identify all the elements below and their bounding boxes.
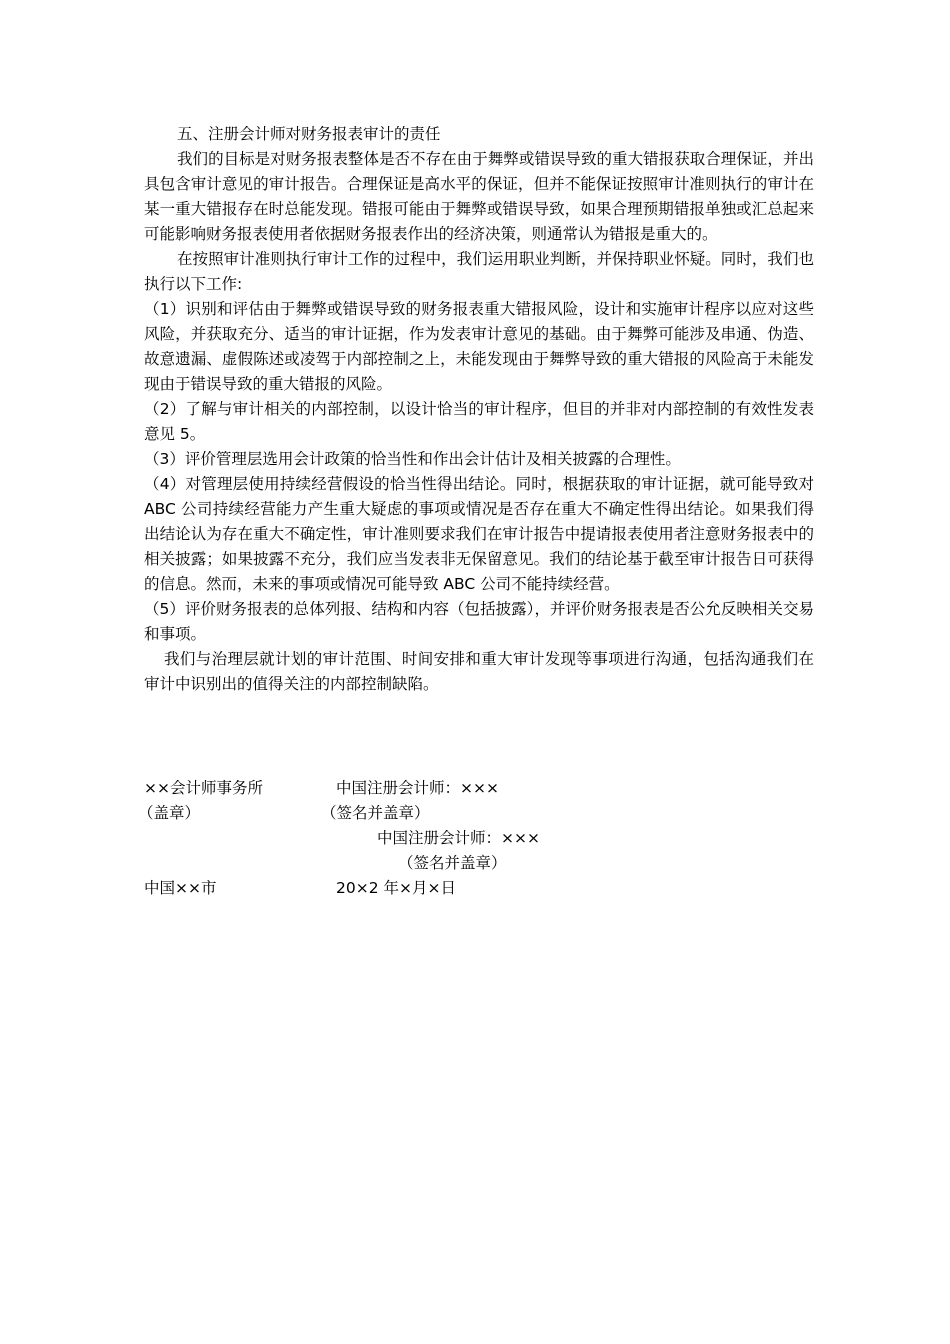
signature-row-3 [144, 826, 744, 851]
cpa-1-sign-note: （签名并盖章） [321, 804, 430, 822]
report-date: 20×2 年×月×日 [336, 879, 456, 897]
firm-name: ××会计师事务所 [144, 779, 263, 797]
signature-row-1 [144, 776, 744, 801]
work-item-5: （5）评价财务报表的总体列报、结构和内容（包括披露），并评价财务报表是否公允反映相关交易和事项。 [144, 600, 814, 643]
cpa-2-sign-note: （签名并盖章） [398, 854, 507, 872]
judgment-paragraph: 在按照审计准则执行审计工作的过程中，我们运用职业判断，并保持职业怀疑。同时，我们也执行以下工作: [144, 250, 814, 293]
cpa-1-title: 中国注册会计师：××× [336, 779, 499, 797]
signature-row-2 [138, 801, 744, 826]
signature-row-5 [144, 876, 744, 901]
objective-paragraph: 我们的目标是对财务报表整体是否不存在由于舞弊或错误导致的重大错报获取合理保证，并出具包含审计意见的审计报告。合理保证是高水平的保证，但并不能保证按照审计准则执行的审计在某一重大错报存在时总能发现。错报可能由于舞弊或错误导致，如果合理预期错报单独或汇总起来可能影响财务报表使用者依据财务报表作出的经济决策，则通常认为错报是重大的。 [144, 150, 814, 243]
report-body [144, 122, 814, 697]
section-heading: 五、注册会计师对财务报表审计的责任 [177, 125, 441, 143]
work-item-2: （2）了解与审计相关的内部控制，以设计恰当的审计程序，但目的并非对内部控制的有效性发表意见 5。 [144, 400, 814, 443]
firm-seal-note: （盖章） [138, 804, 201, 822]
cpa-2-title: 中国注册会计师：××× [377, 829, 540, 847]
work-item-4: （4）对管理层使用持续经营假设的恰当性得出结论。同时，根据获取的审计证据，就可能导致对 ABC 公司持续经营能力产生重大疑虑的事项或情况是否存在重大不确定性得出结论。如果我们得出结论认为存在重大不确定性，审计准则要求我们在审计报告中提请报表使用者注意财务报表中的相关披露；如果披露不充分，我们应当发表非无保留意见。我们的结论基于截至审计报告日可获得的信息。然而，未来的事项或情况可能导致 ABC 公司不能持续经营。 [144, 475, 814, 593]
work-item-3: （3）评价管理层选用会计政策的恰当性和作出会计估计及相关披露的合理性。 [144, 450, 681, 468]
signature-row-4 [144, 851, 744, 876]
report-location: 中国××市 [144, 879, 217, 897]
communication-paragraph: 我们与治理层就计划的审计范围、时间安排和重大审计发现等事项进行沟通，包括沟通我们在审计中识别出的值得关注的内部控制缺陷。 [144, 650, 814, 693]
signature-block [138, 776, 744, 901]
work-item-1: （1）识别和评估由于舞弊或错误导致的财务报表重大错报风险，设计和实施审计程序以应对这些风险，并获取充分、适当的审计证据，作为发表审计意见的基础。由于舞弊可能涉及串通、伪造、故意遗漏、虚假陈述或凌驾于内部控制之上，未能发现由于舞弊导致的重大错报的风险高于未能发现由于错误导致的重大错报的风险。 [144, 300, 814, 393]
